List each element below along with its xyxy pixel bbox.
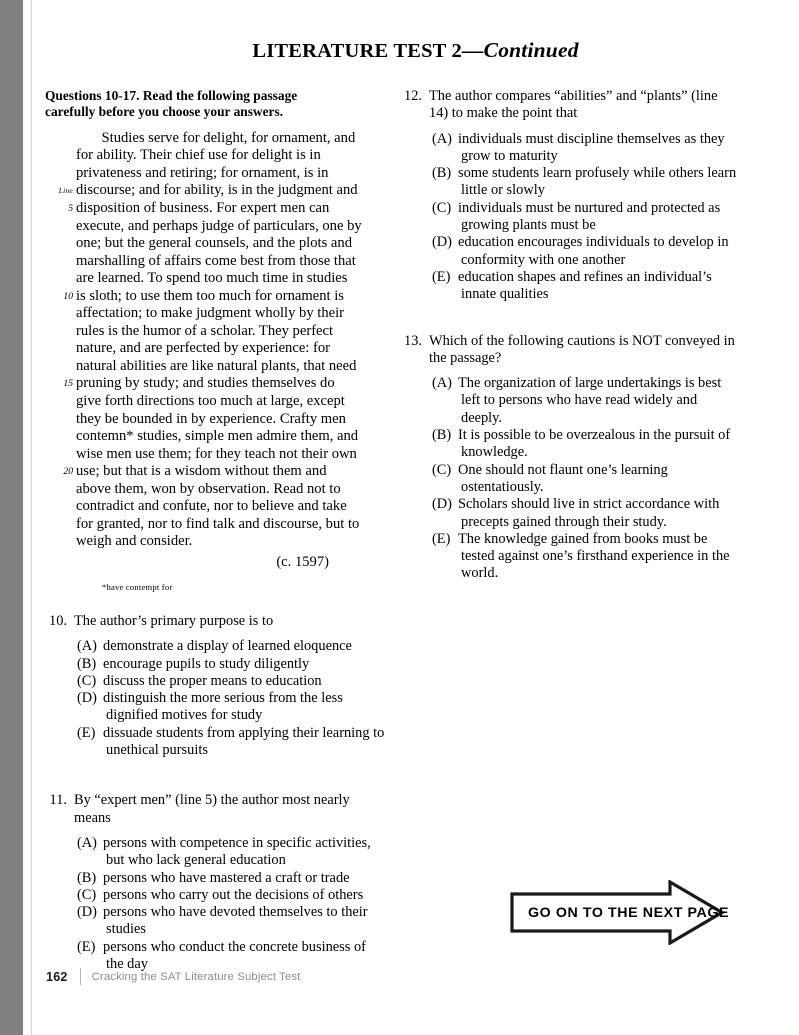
question-number: 11. [49, 792, 67, 809]
answer-choice-label: (B) [77, 655, 97, 672]
answer-choice-text: individuals must be nurtured and protected as growing plants must be [458, 199, 721, 234]
go-on-next-page-banner [510, 880, 730, 945]
answer-choice-list [45, 835, 385, 973]
question-stem-text: The author compares “abilities” and “plants” (line 14) to make the point that [429, 88, 718, 122]
question-10 [45, 613, 385, 759]
passage-line-text: for granted, nor to find talk and discourse, but to [76, 515, 360, 532]
passage-line [58, 182, 385, 200]
go-on-next-page-label: GO ON TO THE NEXT PAGE [528, 904, 730, 921]
passage-line-text: marshalling of affairs come best from those that [76, 252, 356, 269]
answer-choice-label: (A) [77, 638, 97, 655]
question-number: 13. [404, 332, 422, 349]
answer-choice-text: persons who carry out the decisions of others [103, 886, 364, 903]
answer-choice-label: (C) [432, 199, 452, 216]
passage-line [63, 463, 385, 481]
answer-choice-list [400, 131, 740, 304]
left-column [45, 88, 385, 973]
passage-line-text: are learned. To spend too much time in studies [76, 270, 348, 287]
page-sheet [32, 0, 799, 1035]
answer-choice-text: encourage pupils to study diligently [103, 655, 310, 672]
passage-line-text: weigh and consider. [76, 533, 193, 550]
passage-line-number: 5 [68, 203, 73, 214]
answer-choice-label: (B) [432, 427, 452, 444]
footer-book-title: Cracking the SAT Literature Subject Test [91, 970, 301, 983]
passage-line-text: above them, won by observation. Read not to [76, 480, 341, 497]
answer-choice[interactable] [400, 234, 740, 269]
answer-choice-text: One should not flaunt one’s learning ostentatiously. [458, 461, 668, 495]
answer-choice-text: education encourages individuals to develop in conformity with one another [458, 234, 729, 268]
answer-choice[interactable] [400, 131, 740, 166]
answer-choice-label: (E) [432, 268, 451, 285]
answer-choice[interactable] [45, 835, 385, 870]
question-stem-text: Which of the following cautions is NOT conveyed in the passage? [429, 332, 735, 366]
answer-choice-list [45, 638, 385, 759]
passage-line [76, 270, 385, 288]
directions-line-1: Questions 10-17. Read the following passage [45, 88, 298, 103]
passage-line [76, 323, 385, 341]
passage-line-number: 15 [63, 378, 73, 390]
answer-choice[interactable] [45, 725, 385, 760]
question-12 [400, 88, 740, 304]
answer-choice[interactable] [400, 375, 740, 427]
answer-choice-text: It is possible to be overzealous in the pursuit of knowledge. [458, 427, 731, 461]
answer-choice[interactable] [45, 904, 385, 939]
question-stem [45, 792, 385, 827]
passage-line-text: they be bounded in by experience. Crafty men [76, 410, 346, 427]
question-stem-text: By “expert men” (line 5) the author most nearly means [74, 792, 350, 826]
answer-choice-label: (C) [77, 672, 97, 689]
answer-choice-label: (C) [77, 886, 97, 903]
answer-choice-label: (D) [77, 690, 97, 707]
answer-choice[interactable] [400, 427, 740, 462]
answer-choice-label: (E) [77, 938, 96, 955]
passage-line-text: rules is the humor of a scholar. They perfect [76, 322, 334, 339]
question-stem [400, 333, 740, 368]
answer-choice-label: (D) [432, 496, 452, 513]
passage-line [76, 253, 385, 271]
answer-choice-list [400, 375, 740, 583]
passage-line-text: Studies serve for delight, for ornament, and [76, 129, 356, 146]
answer-choice[interactable] [400, 462, 740, 497]
answer-choice-text: persons who have mastered a craft or trade [103, 869, 350, 886]
passage-line-text: discourse; and for ability, is in the judgment and [76, 182, 358, 199]
passage-attribution: (c. 1597) [276, 553, 329, 570]
passage-line [76, 498, 385, 516]
answer-choice[interactable] [45, 638, 385, 655]
question-stem [45, 613, 385, 630]
passage-line-text: disposition of business. For expert men can [76, 200, 330, 216]
answer-choice[interactable] [45, 870, 385, 887]
answer-choice-text: The organization of large undertakings is best left to persons who have read widely and deeply. [458, 375, 722, 426]
passage-line [76, 428, 385, 446]
passage-line-number: 20 [63, 466, 73, 478]
passage-line-text: for ability. Their chief use for delight is in [76, 147, 321, 164]
passage-line-text: contemn* studies, simple men admire them, and [76, 428, 359, 445]
answer-choice-label: (B) [77, 869, 97, 886]
answer-choice-text: individuals must discipline themselves as they grow to maturity [458, 130, 725, 164]
answer-choice[interactable] [400, 165, 740, 200]
passage-line-label: Line [58, 186, 73, 196]
passage-line [76, 147, 385, 165]
answer-choice-text: dissuade students from applying their learning to unethical pursuits [103, 724, 385, 759]
answer-choice-label: (C) [432, 461, 452, 478]
answer-choice-label: (D) [432, 234, 452, 251]
answer-choice-text: persons who have devoted themselves to their studies [103, 904, 368, 938]
answer-choice-text: education shapes and refines an individual’s innate qualities [458, 268, 712, 303]
passage-line [76, 446, 385, 464]
passage-line [76, 358, 385, 376]
passage-line-text: nature, and are perfected by experience: for [76, 340, 331, 357]
answer-choice-text: persons who conduct the concrete business of the day [103, 938, 366, 972]
right-column [400, 88, 740, 583]
passage-line [63, 287, 385, 306]
passage-line [76, 411, 385, 429]
reading-passage [45, 130, 385, 551]
book-gutter-shadow [0, 0, 23, 1035]
question-number: 12. [404, 88, 422, 104]
passage-line-text: use; but that is a wisdom without them and [76, 463, 327, 480]
passage-line-text: affectation; to make judgment wholly by their [76, 305, 345, 322]
answer-choice-text: persons with competence in specific activities, but who lack general education [103, 834, 371, 869]
question-number: 10. [49, 612, 67, 629]
answer-choice-text: The knowledge gained from books must be tested against one’s firsthand experience in the world. [458, 530, 730, 582]
directions-block [45, 88, 385, 121]
passage-line [76, 165, 385, 183]
question-stem-text: The author’s primary purpose is to [74, 612, 274, 629]
passage-line-text: is sloth; to use them too much for ornament is [76, 287, 344, 304]
question-11 [45, 792, 385, 973]
answer-choice[interactable] [45, 656, 385, 673]
answer-choice[interactable] [400, 269, 740, 304]
answer-choice[interactable] [400, 200, 740, 235]
answer-choice-text: distinguish the more serious from the less dignified motives for study [103, 690, 343, 724]
answer-choice-label: (A) [77, 834, 97, 851]
passage-line-text: pruning by study; and studies themselves do [76, 375, 335, 392]
passage-line [76, 340, 385, 358]
answer-choice[interactable] [45, 887, 385, 904]
passage-line [76, 305, 385, 323]
passage-line-text: give forth directions too much at large, except [76, 393, 345, 410]
question-stem [400, 88, 740, 123]
passage-footnote: *have contempt for [102, 581, 173, 592]
passage-line [76, 235, 385, 253]
passage-line [68, 200, 385, 218]
passage-line-text: wise men use them; for they teach not their own [76, 445, 357, 462]
answer-choice-label: (E) [77, 724, 96, 741]
answer-choice[interactable] [45, 673, 385, 690]
page-title-main: LITERATURE TEST 2 [252, 40, 462, 62]
directions-line-2: carefully before you choose your answers. [45, 104, 284, 120]
answer-choice[interactable] [400, 531, 740, 583]
answer-choice-text: demonstrate a display of learned eloquence [103, 638, 352, 655]
passage-line-number: 10 [63, 290, 73, 302]
passage-line-text: one; but the general counsels, and the plots and [76, 235, 352, 252]
passage-line [76, 218, 385, 236]
answer-choice-text: some students learn profusely while others learn little or slowly [458, 165, 737, 199]
question-13 [400, 333, 740, 583]
page-footer [46, 968, 300, 985]
answer-choice[interactable] [400, 496, 740, 531]
passage-line [76, 533, 385, 551]
passage-line [76, 393, 385, 411]
answer-choice-text: discuss the proper means to education [103, 672, 322, 689]
answer-choice-label: (B) [432, 165, 452, 182]
passage-line [76, 516, 385, 534]
footer-divider [80, 968, 81, 985]
answer-choice-text: Scholars should live in strict accordance with precepts gained through their study. [458, 496, 720, 530]
passage-line [76, 481, 385, 499]
passage-line-text: contradict and confute, nor to believe and take [76, 498, 347, 515]
answer-choice-label: (D) [77, 904, 97, 921]
footer-page-number: 162 [46, 969, 68, 984]
answer-choice-label: (E) [432, 530, 451, 547]
page-title [32, 38, 799, 63]
answer-choice-label: (A) [432, 375, 452, 392]
passage-line-text: natural abilities are like natural plants, that need [76, 357, 357, 374]
page-title-continued: —Continued [461, 38, 579, 62]
answer-choice[interactable] [45, 690, 385, 725]
page-edge-highlight [23, 0, 31, 1035]
passage-line-text: privateness and retiring; for ornament, is in [76, 164, 329, 181]
passage-line [76, 130, 385, 148]
answer-choice-label: (A) [432, 130, 452, 147]
passage-line [63, 375, 385, 393]
passage-line-text: execute, and perhaps judge of particulars, one by [76, 217, 362, 234]
